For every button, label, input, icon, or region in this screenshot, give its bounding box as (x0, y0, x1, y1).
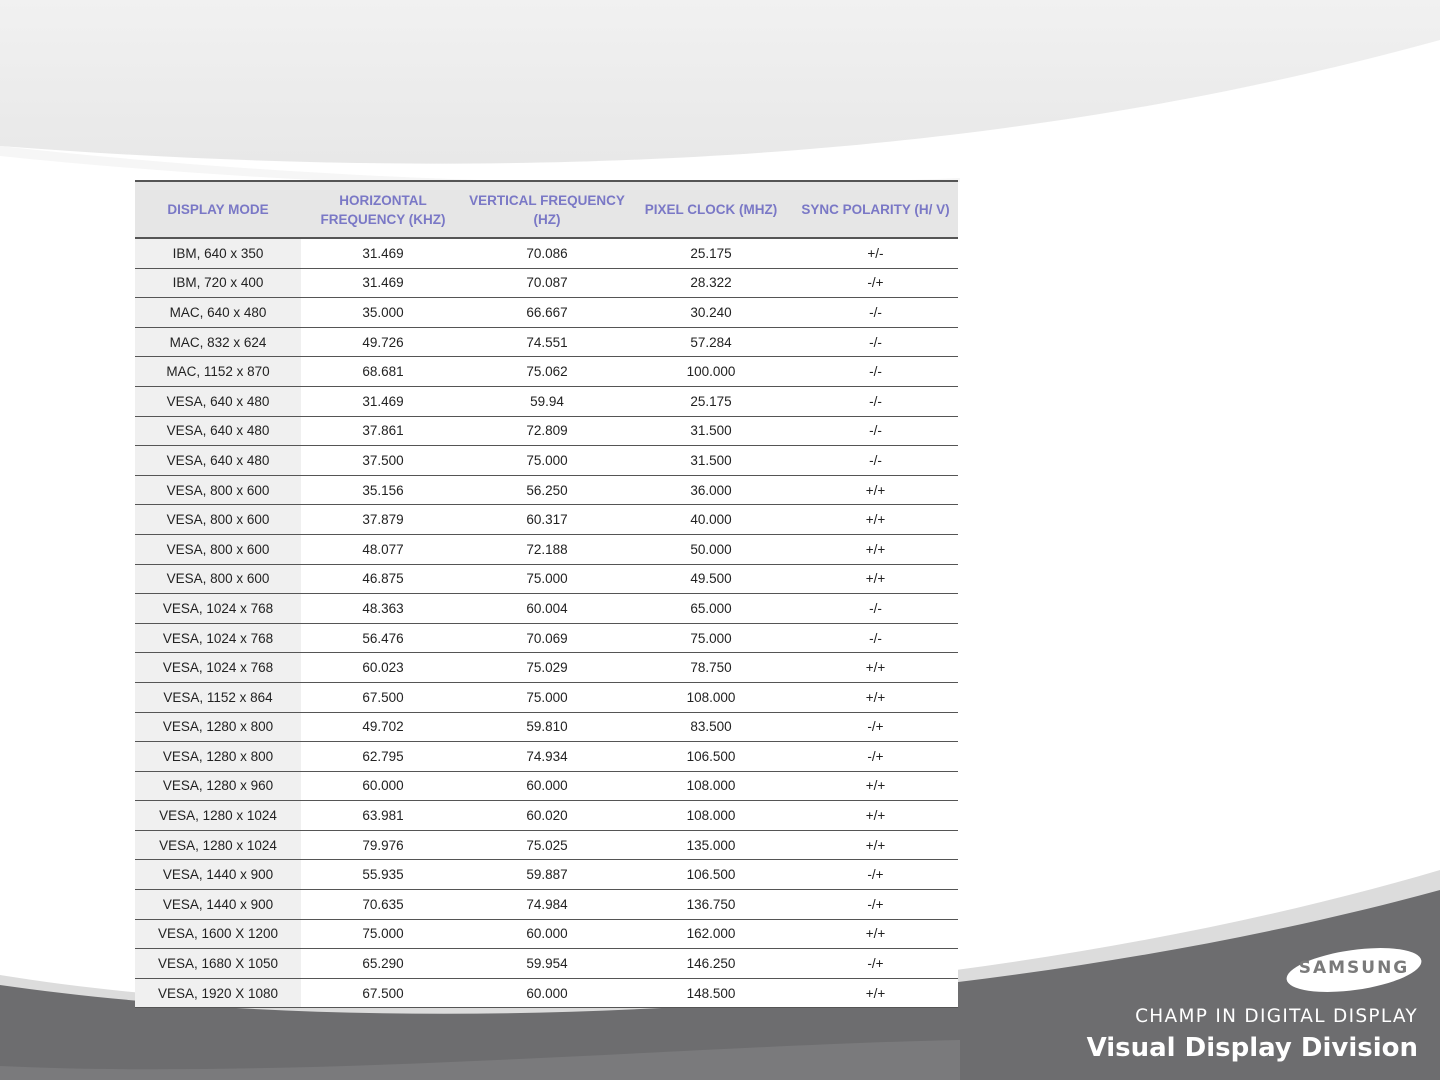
table-row (135, 238, 958, 268)
cell-horizontal-frequency: 37.879 (301, 505, 465, 535)
cell-pixel-clock: 50.000 (629, 534, 793, 564)
cell-horizontal-frequency: 56.476 (301, 623, 465, 653)
cell-horizontal-frequency: 49.726 (301, 327, 465, 357)
cell-sync-polarity: -/+ (793, 712, 958, 742)
cell-sync-polarity: +/+ (793, 771, 958, 801)
cell-horizontal-frequency: 63.981 (301, 801, 465, 831)
cell-vertical-frequency: 75.000 (465, 564, 629, 594)
cell-sync-polarity: +/+ (793, 978, 958, 1008)
cell-pixel-clock: 146.250 (629, 949, 793, 979)
table-row (135, 446, 958, 476)
cell-pixel-clock: 108.000 (629, 801, 793, 831)
cell-horizontal-frequency: 35.156 (301, 475, 465, 505)
cell-pixel-clock: 162.000 (629, 919, 793, 949)
cell-vertical-frequency: 66.667 (465, 298, 629, 328)
cell-horizontal-frequency: 37.500 (301, 446, 465, 476)
table-row (135, 386, 958, 416)
cell-vertical-frequency: 74.984 (465, 890, 629, 920)
cell-display-mode: VESA, 1280 x 800 (135, 742, 301, 772)
cell-vertical-frequency: 72.188 (465, 534, 629, 564)
cell-sync-polarity: +/+ (793, 801, 958, 831)
cell-horizontal-frequency: 35.000 (301, 298, 465, 328)
table-row (135, 564, 958, 594)
cell-display-mode: VESA, 1024 x 768 (135, 594, 301, 624)
table-row (135, 505, 958, 535)
cell-display-mode: MAC, 832 x 624 (135, 327, 301, 357)
cell-sync-polarity: -/- (793, 327, 958, 357)
table-row (135, 653, 958, 683)
cell-pixel-clock: 25.175 (629, 238, 793, 268)
cell-vertical-frequency: 60.317 (465, 505, 629, 535)
header-vertical-frequency: VERTICAL FREQUENCY (HZ) (465, 181, 629, 238)
cell-display-mode: VESA, 800 x 600 (135, 534, 301, 564)
display-mode-table (135, 180, 958, 1008)
cell-vertical-frequency: 60.004 (465, 594, 629, 624)
table-row (135, 801, 958, 831)
cell-sync-polarity: -/+ (793, 742, 958, 772)
cell-sync-polarity: -/+ (793, 890, 958, 920)
cell-display-mode: VESA, 1280 x 960 (135, 771, 301, 801)
cell-display-mode: VESA, 800 x 600 (135, 564, 301, 594)
cell-pixel-clock: 25.175 (629, 386, 793, 416)
cell-horizontal-frequency: 62.795 (301, 742, 465, 772)
cell-display-mode: VESA, 1440 x 900 (135, 890, 301, 920)
cell-pixel-clock: 100.000 (629, 357, 793, 387)
cell-display-mode: VESA, 1024 x 768 (135, 623, 301, 653)
cell-display-mode: VESA, 1280 x 1024 (135, 830, 301, 860)
cell-pixel-clock: 108.000 (629, 682, 793, 712)
cell-display-mode: VESA, 640 x 480 (135, 446, 301, 476)
cell-display-mode: IBM, 720 x 400 (135, 268, 301, 298)
table-row (135, 771, 958, 801)
cell-vertical-frequency: 70.086 (465, 238, 629, 268)
table-row (135, 949, 958, 979)
table-row (135, 712, 958, 742)
cell-pixel-clock: 106.500 (629, 742, 793, 772)
cell-horizontal-frequency: 60.023 (301, 653, 465, 683)
table-row (135, 742, 958, 772)
table-row (135, 327, 958, 357)
cell-sync-polarity: +/+ (793, 564, 958, 594)
cell-sync-polarity: -/+ (793, 949, 958, 979)
header-horizontal-frequency: HORIZONTAL FREQUENCY (KHZ) (301, 181, 465, 238)
cell-pixel-clock: 40.000 (629, 505, 793, 535)
cell-horizontal-frequency: 31.469 (301, 268, 465, 298)
cell-sync-polarity: -/+ (793, 860, 958, 890)
cell-vertical-frequency: 59.94 (465, 386, 629, 416)
cell-sync-polarity: -/- (793, 446, 958, 476)
table-header-row (135, 181, 958, 238)
cell-pixel-clock: 36.000 (629, 475, 793, 505)
cell-display-mode: VESA, 640 x 480 (135, 416, 301, 446)
cell-sync-polarity: +/+ (793, 475, 958, 505)
cell-display-mode: VESA, 800 x 600 (135, 475, 301, 505)
cell-pixel-clock: 136.750 (629, 890, 793, 920)
table-row (135, 860, 958, 890)
table-row (135, 978, 958, 1008)
cell-horizontal-frequency: 60.000 (301, 771, 465, 801)
cell-pixel-clock: 65.000 (629, 594, 793, 624)
cell-sync-polarity: -/- (793, 386, 958, 416)
cell-horizontal-frequency: 49.702 (301, 712, 465, 742)
cell-sync-polarity: +/+ (793, 505, 958, 535)
cell-horizontal-frequency: 70.635 (301, 890, 465, 920)
cell-pixel-clock: 57.284 (629, 327, 793, 357)
cell-pixel-clock: 75.000 (629, 623, 793, 653)
cell-pixel-clock: 28.322 (629, 268, 793, 298)
cell-horizontal-frequency: 37.861 (301, 416, 465, 446)
cell-sync-polarity: -/- (793, 357, 958, 387)
cell-display-mode: MAC, 1152 x 870 (135, 357, 301, 387)
cell-vertical-frequency: 59.887 (465, 860, 629, 890)
cell-sync-polarity: -/- (793, 298, 958, 328)
cell-sync-polarity: +/+ (793, 919, 958, 949)
tagline: CHAMP IN DIGITAL DISPLAY (1135, 1006, 1418, 1027)
cell-horizontal-frequency: 79.976 (301, 830, 465, 860)
cell-pixel-clock: 30.240 (629, 298, 793, 328)
cell-vertical-frequency: 60.020 (465, 801, 629, 831)
table-row (135, 475, 958, 505)
cell-pixel-clock: 31.500 (629, 446, 793, 476)
cell-pixel-clock: 148.500 (629, 978, 793, 1008)
table-row (135, 682, 958, 712)
logo-text: SAMSUNG (1298, 958, 1410, 978)
cell-display-mode: VESA, 1920 X 1080 (135, 978, 301, 1008)
cell-pixel-clock: 106.500 (629, 860, 793, 890)
cell-display-mode: VESA, 1024 x 768 (135, 653, 301, 683)
cell-sync-polarity: -/- (793, 594, 958, 624)
cell-horizontal-frequency: 46.875 (301, 564, 465, 594)
header-pixel-clock: PIXEL CLOCK (MHZ) (629, 181, 793, 238)
cell-vertical-frequency: 60.000 (465, 771, 629, 801)
cell-sync-polarity: -/- (793, 416, 958, 446)
cell-horizontal-frequency: 31.469 (301, 386, 465, 416)
cell-horizontal-frequency: 55.935 (301, 860, 465, 890)
cell-sync-polarity: +/- (793, 238, 958, 268)
cell-horizontal-frequency: 67.500 (301, 978, 465, 1008)
cell-vertical-frequency: 74.934 (465, 742, 629, 772)
table-row (135, 298, 958, 328)
cell-vertical-frequency: 75.000 (465, 682, 629, 712)
cell-vertical-frequency: 75.029 (465, 653, 629, 683)
cell-vertical-frequency: 70.069 (465, 623, 629, 653)
cell-sync-polarity: +/+ (793, 830, 958, 860)
table-row (135, 594, 958, 624)
cell-vertical-frequency: 56.250 (465, 475, 629, 505)
cell-pixel-clock: 108.000 (629, 771, 793, 801)
cell-sync-polarity: -/- (793, 623, 958, 653)
cell-display-mode: VESA, 640 x 480 (135, 386, 301, 416)
display-mode-table-container (135, 180, 958, 1008)
cell-horizontal-frequency: 48.077 (301, 534, 465, 564)
table-row (135, 534, 958, 564)
cell-vertical-frequency: 75.000 (465, 446, 629, 476)
cell-sync-polarity: +/+ (793, 534, 958, 564)
cell-vertical-frequency: 60.000 (465, 978, 629, 1008)
header-sync-polarity: SYNC POLARITY (H/ V) (793, 181, 958, 238)
cell-vertical-frequency: 70.087 (465, 268, 629, 298)
cell-display-mode: VESA, 1280 x 800 (135, 712, 301, 742)
cell-vertical-frequency: 59.954 (465, 949, 629, 979)
table-row (135, 623, 958, 653)
cell-horizontal-frequency: 68.681 (301, 357, 465, 387)
cell-display-mode: MAC, 640 x 480 (135, 298, 301, 328)
cell-vertical-frequency: 59.810 (465, 712, 629, 742)
cell-horizontal-frequency: 75.000 (301, 919, 465, 949)
cell-sync-polarity: +/+ (793, 682, 958, 712)
table-body (135, 238, 958, 1008)
cell-display-mode: VESA, 1152 x 864 (135, 682, 301, 712)
table-row (135, 890, 958, 920)
cell-horizontal-frequency: 67.500 (301, 682, 465, 712)
cell-pixel-clock: 78.750 (629, 653, 793, 683)
cell-sync-polarity: +/+ (793, 653, 958, 683)
cell-vertical-frequency: 72.809 (465, 416, 629, 446)
cell-pixel-clock: 49.500 (629, 564, 793, 594)
cell-vertical-frequency: 60.000 (465, 919, 629, 949)
table-row (135, 830, 958, 860)
cell-display-mode: VESA, 1680 X 1050 (135, 949, 301, 979)
cell-display-mode: VESA, 1280 x 1024 (135, 801, 301, 831)
cell-horizontal-frequency: 31.469 (301, 238, 465, 268)
cell-display-mode: IBM, 640 x 350 (135, 238, 301, 268)
header-display-mode: DISPLAY MODE (135, 181, 301, 238)
cell-display-mode: VESA, 1440 x 900 (135, 860, 301, 890)
cell-horizontal-frequency: 48.363 (301, 594, 465, 624)
cell-vertical-frequency: 74.551 (465, 327, 629, 357)
cell-vertical-frequency: 75.062 (465, 357, 629, 387)
table-row (135, 919, 958, 949)
table-row (135, 357, 958, 387)
table-row (135, 268, 958, 298)
cell-display-mode: VESA, 800 x 600 (135, 505, 301, 535)
cell-vertical-frequency: 75.025 (465, 830, 629, 860)
cell-horizontal-frequency: 65.290 (301, 949, 465, 979)
table-row (135, 416, 958, 446)
cell-pixel-clock: 31.500 (629, 416, 793, 446)
cell-pixel-clock: 83.500 (629, 712, 793, 742)
cell-sync-polarity: -/+ (793, 268, 958, 298)
samsung-logo (1285, 946, 1423, 994)
division-name: Visual Display Division (1086, 1033, 1418, 1063)
cell-display-mode: VESA, 1600 X 1200 (135, 919, 301, 949)
cell-pixel-clock: 135.000 (629, 830, 793, 860)
